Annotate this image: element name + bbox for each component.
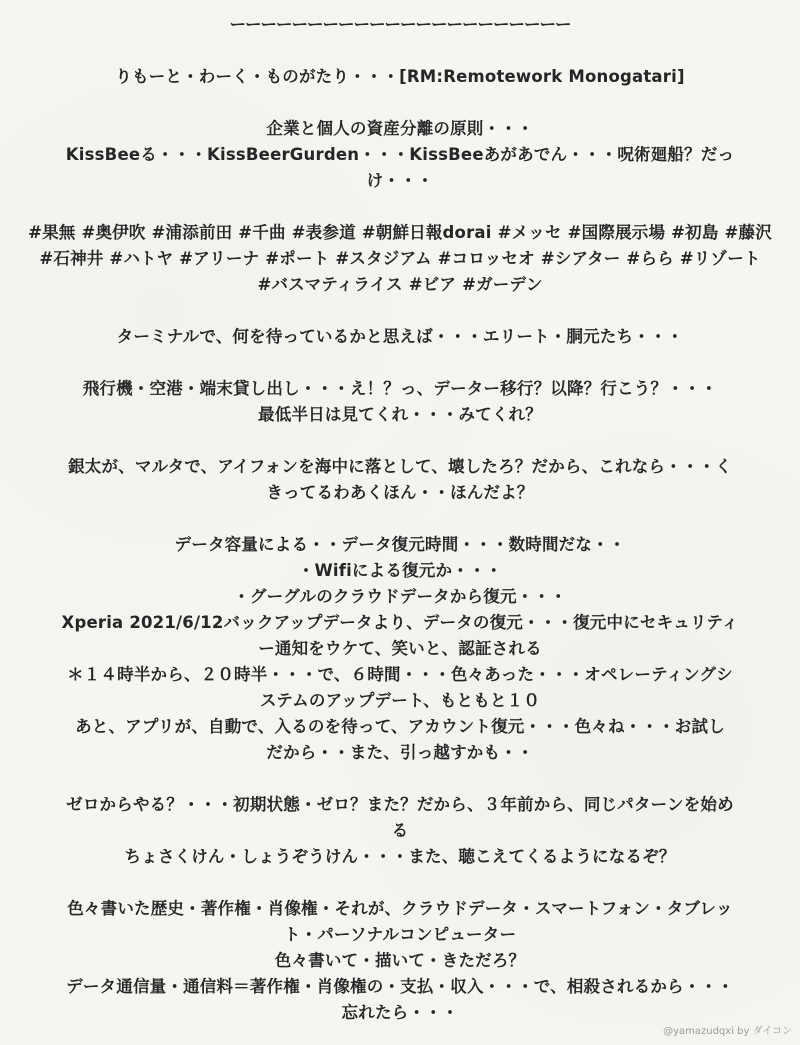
hashtag-line: #バスマティライス #ビア #ガーデン — [257, 275, 543, 294]
document-body — [12, 12, 788, 1026]
text-line: ト・パーソナルコンピューター — [283, 925, 517, 944]
text-line: あと、アプリが、自動で、入るのを待って、アカウント復元・・・色々ね・・・お試し — [75, 717, 725, 736]
hashtag-line: #果無 #奥伊吹 #浦添前田 #千曲 #表参道 #朝鮮日報dorai #メッセ #国際展示場 #初島 #藤沢 — [28, 223, 772, 242]
blank-line — [12, 766, 788, 792]
text-line: ＊１４時半から、２０時半・・・で、６時間・・・色々あった・・・オペレーティングシ — [67, 665, 733, 684]
text-line: KissBeeる・・・KissBeerGurden・・・KissBeeあがあでん・・・呪術廻船？だっ — [65, 145, 735, 164]
text-line: きってるわあくほん・・ほんだよ？ — [266, 483, 534, 502]
blank-line — [12, 38, 788, 64]
text-line: ・Wifiによる復元か・・・ — [297, 561, 503, 580]
text-line: 銀太が、マルタで、アイフォンを海中に落として、壊したろ？だから、これなら・・・く — [68, 457, 732, 476]
blank-line — [12, 428, 788, 454]
text-line: ・グーグルのクラウドデータから復元・・・ — [233, 587, 567, 606]
text-line: 色々書いた歴史・著作権・肖像権・それが、クラウドデータ・スマートフォン・タブレッ — [67, 899, 733, 918]
text-line: 色々書いて・描いて・きただろ？ — [274, 951, 526, 970]
text-line: 最低半日は見てくれ・・・みてくれ？ — [258, 405, 542, 424]
title-line: りもーと・わーく・ものがたり・・・[RM:Remotework Monogatari] — [115, 67, 685, 86]
blank-line — [12, 870, 788, 896]
text-line: ターミナルで、何を待っているかと思えば・・・エリート・胴元たち・・・ — [116, 327, 684, 346]
separator-line: ーーーーーーーーーーーーーーーーーーーーーー — [229, 15, 571, 34]
hashtag-line: #石神井 #ハトヤ #アリーナ #ポート #スタジアム #コロッセオ #シアター #らら #リゾート — [39, 249, 761, 268]
text-line: 忘れたら・・・ — [341, 1003, 459, 1022]
blank-line — [12, 506, 788, 532]
text-line: だから・・また、引っ越すかも・・ — [266, 743, 534, 762]
text-line: データ通信量・通信料＝著作権・肖像権の・支払・収入・・・で、相殺されるから・・・ — [66, 977, 734, 996]
text-line: ー通知をウケて、笑いと、認証される — [258, 639, 542, 658]
blank-line — [12, 90, 788, 116]
blank-line — [12, 194, 788, 220]
text-line: Xperia 2021/6/12バックアップデータより、データの復元・・・復元中にセキュリティ — [61, 613, 739, 632]
text-line: データ容量による・・データ復元時間・・・数時間だな・・ — [174, 535, 626, 554]
text-line: 企業と個人の資産分離の原則・・・ — [266, 119, 534, 138]
blank-line — [12, 298, 788, 324]
text-line: ステムのアップデート、もともと１０ — [259, 691, 541, 710]
text-line: け・・・ — [366, 171, 434, 190]
blank-line — [12, 350, 788, 376]
text-line: る — [391, 821, 409, 840]
text-line: ゼロからやる？・・・初期状態・ゼロ？また？だから、３年前から、同じパターンを始め — [66, 795, 734, 814]
text-line: 飛行機・空港・端末貸し出し・・・え！？っ、データー移行？以降？行こう？・・・ — [82, 379, 718, 398]
text-line: ちょさくけん・しょうぞうけん・・・また、聴こえてくるようになるぞ？ — [124, 847, 676, 866]
credit-watermark: @yamazudqxi by ダイコン — [663, 1026, 792, 1037]
